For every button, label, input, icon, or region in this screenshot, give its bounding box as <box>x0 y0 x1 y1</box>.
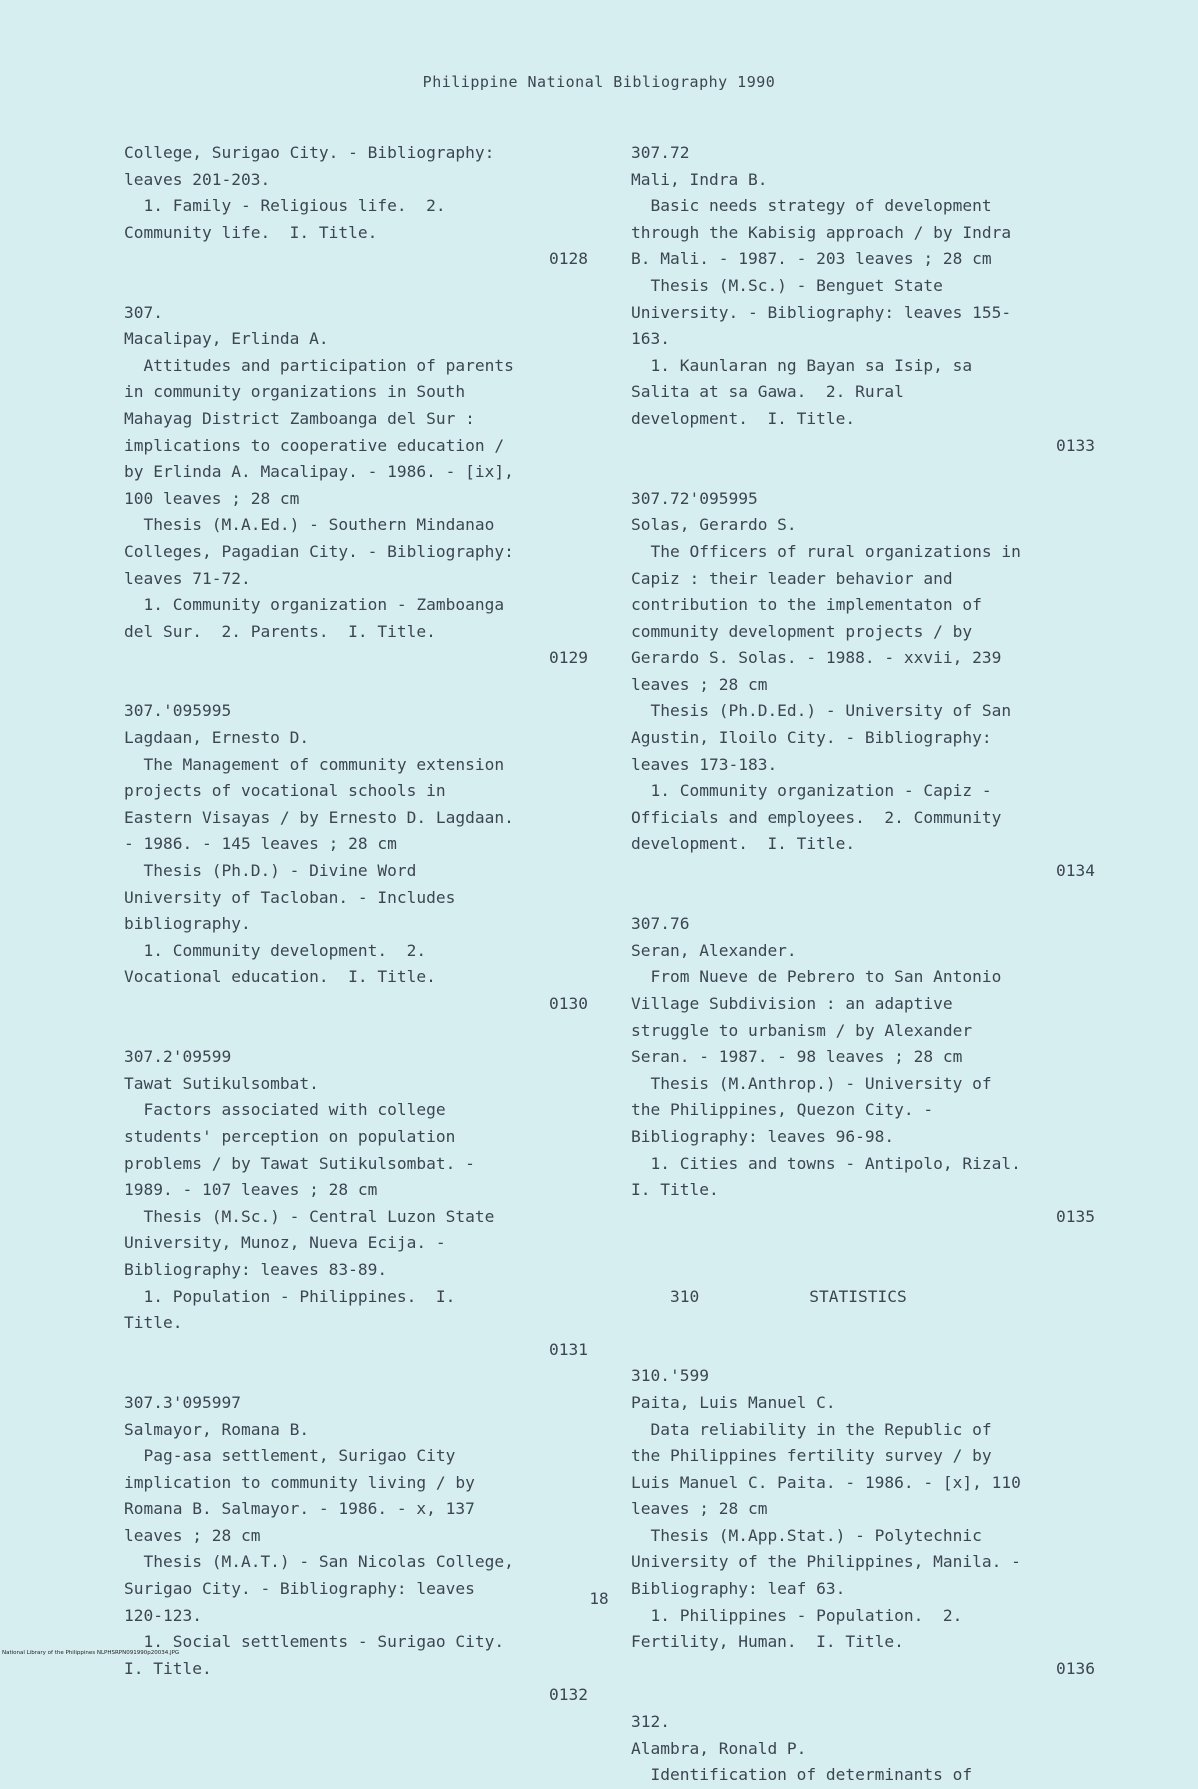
text-line: development. I. Title. <box>631 408 856 428</box>
text-line: contribution to the implementaton of <box>631 595 982 615</box>
text-line: leaves 173-183. <box>631 754 778 774</box>
text-line: Community life. I. Title. <box>124 222 378 242</box>
text-line: Bibliography: leaves 96-98. <box>631 1126 895 1146</box>
text-line: University of the Philippines, Manila. - <box>631 1552 1021 1572</box>
blank-line <box>124 1018 594 1045</box>
text-line: development. I. Title. <box>631 834 856 854</box>
text-line: Lagdaan, Ernesto D. <box>124 728 310 748</box>
text-line: University. - Bibliography: leaves 155- <box>631 302 1012 322</box>
text-line: through the Kabisig approach / by Indra <box>631 222 1012 242</box>
text-line: Bibliography: leaf 63. <box>631 1579 846 1599</box>
entry-number: 0132 <box>549 1685 588 1705</box>
text-line: Alambra, Ronald P. <box>631 1738 807 1758</box>
text-line: Thesis (M.A.Ed.) - Southern Mindanao <box>124 515 495 535</box>
entry-number: 0133 <box>1056 435 1095 455</box>
text-line: the Philippines fertility survey / by <box>631 1446 992 1466</box>
entry-number: 0134 <box>1056 861 1095 881</box>
entry-number: 0135 <box>1056 1206 1095 1226</box>
text-line: bibliography. <box>124 914 251 934</box>
text-line: Village Subdivision : an adaptive <box>631 994 953 1013</box>
scan-footer: National Library of the Philippines NLPHSRPN091990p20034.JPG <box>2 1650 180 1656</box>
text-line: projects of vocational schools in <box>124 781 446 801</box>
text-line: Factors associated with college <box>124 1100 446 1120</box>
text-line: Surigao City. - Bibliography: leaves <box>124 1579 475 1599</box>
page-number: 18 <box>589 1589 609 1608</box>
text-line: struggle to urbanism / by Alexander <box>631 1020 973 1040</box>
text-line: 307.72 <box>631 143 690 162</box>
text-line: Thesis (M.Anthrop.) - University of <box>631 1073 992 1093</box>
text-line: 1. Family - Religious life. 2. <box>124 196 446 216</box>
text-line: 312. <box>631 1712 670 1732</box>
text-line: community development projects / by <box>631 621 973 641</box>
text-line: implication to community living / by <box>124 1472 475 1492</box>
text-line: Identification of determinants of <box>631 1765 973 1785</box>
entry-number: 0136 <box>1056 1658 1095 1678</box>
text-line: leaves 201-203. <box>124 169 271 189</box>
blank-line <box>124 672 594 699</box>
text-line: Data reliability in the Republic of <box>631 1419 992 1439</box>
text-line: Eastern Visayas / by Ernesto D. Lagdaan. <box>124 807 514 827</box>
text-line: From Nueve de Pebrero to San Antonio <box>631 967 1002 987</box>
text-line: 307.2'09599 <box>124 1047 232 1067</box>
blank-line <box>124 273 594 300</box>
text-line: Solas, Gerardo S. <box>631 515 797 535</box>
text-line: 307.76 <box>631 914 690 934</box>
text-line: University of Tacloban. - Includes <box>124 887 456 907</box>
text-line: The Management of community extension <box>124 754 505 774</box>
right-column <box>631 140 1101 1789</box>
blank-line <box>631 1337 1101 1364</box>
text-line: Salmayor, Romana B. <box>124 1419 310 1439</box>
text-line: Mali, Indra B. <box>631 169 768 189</box>
entry-number: 0130 <box>549 994 588 1013</box>
text-line: Fertility, Human. I. Title. <box>631 1632 904 1652</box>
text-line: 1. Kaunlaran ng Bayan sa Isip, sa <box>631 355 973 375</box>
text-line: Paita, Luis Manuel C. <box>631 1392 836 1412</box>
text-line: 307.'095995 <box>124 701 232 721</box>
text-line: students' perception on population <box>124 1126 456 1146</box>
section-title: STATISTICS <box>809 1286 907 1306</box>
text-line: Tawat Sutikulsombat. <box>124 1073 319 1093</box>
text-line: in community organizations in South <box>124 382 466 402</box>
text-line: Basic needs strategy of development <box>631 196 992 216</box>
text-line: 100 leaves ; 28 cm <box>124 488 300 508</box>
blank-line <box>631 885 1101 912</box>
text-line: Seran, Alexander. <box>631 940 797 960</box>
text-line: Mahayag District Zamboanga del Sur : <box>124 408 475 428</box>
text-line: Thesis (M.Sc.) - Benguet State <box>631 275 943 295</box>
text-line: 307.3'095997 <box>124 1392 241 1412</box>
text-line: 163. <box>631 329 670 349</box>
text-line: Title. <box>124 1313 183 1333</box>
text-line: 1. Community organization - Zamboanga <box>124 595 505 615</box>
text-line: del Sur. 2. Parents. I. Title. <box>124 621 436 641</box>
text-line: Thesis (Ph.D.Ed.) - University of San <box>631 701 1012 721</box>
text-line: 310.'599 <box>631 1366 709 1386</box>
text-line: 1. Cities and towns - Antipolo, Rizal. <box>631 1153 1021 1173</box>
text-line: leaves ; 28 cm <box>631 1499 768 1519</box>
text-line: 307. <box>124 302 163 322</box>
text-line: Thesis (M.App.Stat.) - Polytechnic <box>631 1525 982 1545</box>
text-line: implications to cooperative education / <box>124 435 505 455</box>
text-line: 1. Population - Philippines. I. <box>124 1286 456 1306</box>
text-line: I. Title. <box>124 1658 212 1678</box>
text-line: Pag-asa settlement, Surigao City <box>124 1446 456 1466</box>
text-line: Attitudes and participation of parents <box>124 355 514 375</box>
text-line: 1. Community development. 2. <box>124 940 427 960</box>
text-line: Capiz : their leader behavior and <box>631 568 953 588</box>
text-line: Seran. - 1987. - 98 leaves ; 28 cm <box>631 1047 963 1067</box>
blank-line <box>631 1230 1101 1257</box>
blank-line <box>124 1363 594 1390</box>
text-line: leaves 71-72. <box>124 568 251 588</box>
blank-line <box>631 459 1101 486</box>
text-line: The Officers of rural organizations in <box>631 541 1021 561</box>
text-line: 1. Philippines - Population. 2. <box>631 1605 963 1625</box>
text-line: 1. Community organization - Capiz - <box>631 781 992 801</box>
text-line: leaves ; 28 cm <box>124 1525 261 1545</box>
section-heading <box>631 1257 1101 1337</box>
text-line: leaves ; 28 cm <box>631 674 768 694</box>
text-line: problems / by Tawat Sutikulsombat. - <box>124 1153 475 1173</box>
text-line: Thesis (M.Sc.) - Central Luzon State <box>124 1206 495 1226</box>
blank-line <box>631 1682 1101 1709</box>
text-line: Officials and employees. 2. Community <box>631 807 1002 827</box>
text-line: 1. Social settlements - Surigao City. <box>124 1632 505 1652</box>
text-line: Agustin, Iloilo City. - Bibliography: <box>631 728 992 748</box>
text-line: Colleges, Pagadian City. - Bibliography: <box>124 541 514 561</box>
text-line: 307.72'095995 <box>631 488 758 508</box>
text-line: Macalipay, Erlinda A. <box>124 329 329 349</box>
text-line: Gerardo S. Solas. - 1988. - xxvii, 239 <box>631 648 1002 668</box>
text-line: the Philippines, Quezon City. - <box>631 1100 934 1120</box>
text-line: College, Surigao City. - Bibliography: <box>124 143 495 162</box>
left-column <box>124 140 594 1709</box>
text-line: Thesis (Ph.D.) - Divine Word <box>124 861 417 881</box>
text-line: Bibliography: leaves 83-89. <box>124 1259 388 1279</box>
entry-number: 0128 <box>549 249 588 269</box>
text-line: by Erlinda A. Macalipay. - 1986. - [ix], <box>124 462 514 482</box>
text-line: - 1986. - 145 leaves ; 28 cm <box>124 834 397 854</box>
text-line: I. Title. <box>631 1180 719 1200</box>
section-number: 310 <box>669 1286 700 1306</box>
page-header-title: Philippine National Bibliography 1990 <box>422 73 776 91</box>
text-line: Luis Manuel C. Paita. - 1986. - [x], 110 <box>631 1472 1021 1492</box>
text-line: 120-123. <box>124 1605 202 1625</box>
entry-number: 0131 <box>549 1339 588 1359</box>
text-line: Romana B. Salmayor. - 1986. - x, 137 <box>124 1499 475 1519</box>
text-line: 1989. - 107 leaves ; 28 cm <box>124 1180 378 1200</box>
text-line: Salita at sa Gawa. 2. Rural <box>631 382 904 402</box>
entry-number: 0129 <box>549 648 588 668</box>
text-line: University, Munoz, Nueva Ecija. - <box>124 1233 446 1253</box>
text-line: Thesis (M.A.T.) - San Nicolas College, <box>124 1552 514 1572</box>
text-line: B. Mali. - 1987. - 203 leaves ; 28 cm <box>631 249 992 269</box>
text-line: Vocational education. I. Title. <box>124 967 436 987</box>
